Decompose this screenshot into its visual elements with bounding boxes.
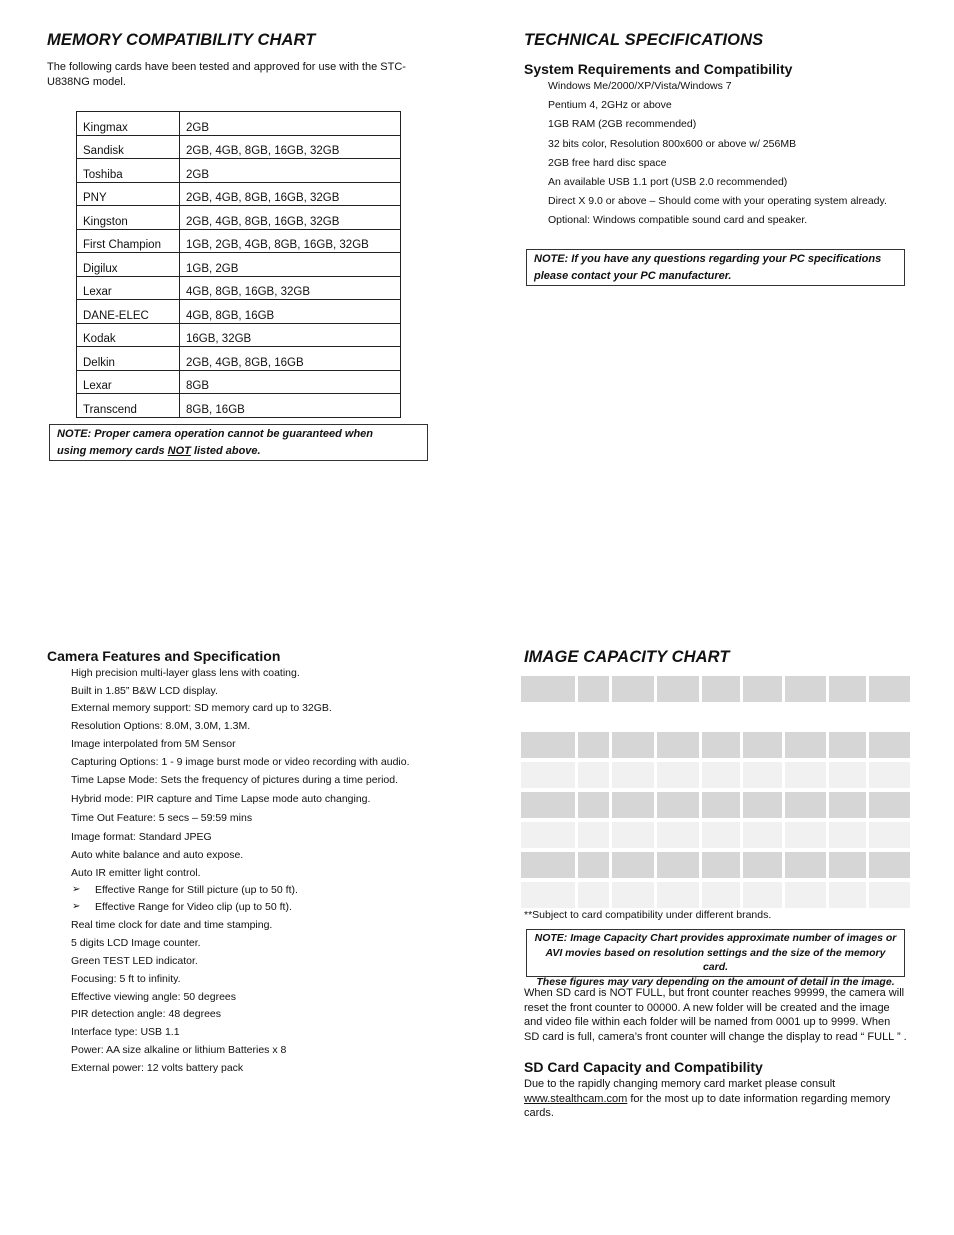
capacity-cell (578, 852, 609, 878)
brand-cell: Kingmax (77, 112, 180, 136)
capacity-cell (657, 852, 699, 878)
capacity-cell (657, 732, 699, 758)
sd-card-heading: SD Card Capacity and Compatibility (524, 1059, 763, 1075)
capacity-cell (578, 792, 609, 818)
list-item: Green TEST LED indicator. (71, 955, 198, 967)
paragraph-text: for the most up to date information regarding memory (627, 1092, 891, 1105)
capacity-cell (657, 882, 699, 908)
sizes-cell: 4GB, 8GB, 16GB, 32GB (180, 276, 401, 300)
list-item: Interface type: USB 1.1 (71, 1026, 180, 1038)
paragraph-line: cards. (524, 1107, 554, 1120)
capacity-cell (578, 882, 609, 908)
memory-intro-line: U838NG model. (47, 75, 126, 88)
capacity-cell (743, 762, 782, 788)
capacity-cell (578, 676, 609, 702)
capacity-cell (612, 732, 654, 758)
paragraph-line (524, 1092, 890, 1107)
arrow-bullet-icon: ➢ (72, 884, 81, 895)
capacity-cell (702, 852, 740, 878)
capacity-cell (785, 852, 826, 878)
capacity-cell (785, 882, 826, 908)
list-item: PIR detection angle: 48 degrees (71, 1008, 222, 1020)
sizes-cell: 4GB, 8GB, 16GB (180, 300, 401, 324)
brand-cell: Kingston (77, 206, 180, 230)
list-item: Effective Range for Still picture (up to 50 ft). (95, 884, 298, 896)
capacity-cell (743, 676, 782, 702)
capacity-cell (612, 822, 654, 848)
capacity-cell (521, 882, 575, 908)
list-item: Image interpolated from 5M Sensor (71, 738, 236, 750)
capacity-cell (702, 732, 740, 758)
list-item: Effective Range for Video clip (up to 50 ft). (95, 901, 292, 913)
capacity-cell (869, 852, 910, 878)
brand-cell: Kodak (77, 323, 180, 347)
list-item: Real time clock for date and time stamping. (71, 919, 273, 931)
list-item: Time Lapse Mode: Sets the frequency of pictures during a time period. (71, 774, 399, 786)
capacity-cell (521, 852, 575, 878)
capacity-cell (612, 762, 654, 788)
capacity-cell (829, 762, 866, 788)
table-row (77, 276, 401, 300)
tech-spec-title: TECHNICAL SPECIFICATIONS (524, 31, 764, 49)
capacity-cell (829, 852, 866, 878)
table-row (77, 347, 401, 371)
tech-note-box (526, 249, 905, 286)
memory-note-line: NOTE: Proper camera operation cannot be guaranteed when (57, 428, 374, 440)
memory-note-text: listed above. (190, 444, 261, 457)
list-item: Auto white balance and auto expose. (71, 849, 244, 861)
list-item: Pentium 4, 2GHz or above (548, 99, 672, 112)
capacity-cell (785, 822, 826, 848)
capacity-cell (869, 676, 910, 702)
list-item: Effective viewing angle: 50 degrees (71, 991, 236, 1003)
capacity-cell (702, 676, 740, 702)
capacity-cell (702, 822, 740, 848)
list-item: Direct X 9.0 or above – Should come with your operating system already. (548, 195, 887, 208)
capacity-cell (657, 822, 699, 848)
capacity-cell (702, 762, 740, 788)
capacity-cell (578, 762, 609, 788)
list-item: Time Out Feature: 5 secs – 59:59 mins (71, 812, 253, 824)
capacity-cell (869, 762, 910, 788)
capacity-cell (612, 852, 654, 878)
capacity-cell (743, 792, 782, 818)
brand-cell: Sandisk (77, 135, 180, 159)
sizes-cell: 16GB, 32GB (180, 323, 401, 347)
capacity-cell (521, 792, 575, 818)
memory-intro-line: The following cards have been tested and approved for use with the STC- (47, 61, 406, 73)
capacity-cell (657, 792, 699, 818)
list-item: 1GB RAM (2GB recommended) (548, 118, 697, 131)
capacity-cell (869, 792, 910, 818)
table-row (77, 370, 401, 394)
list-item: Built in 1.85” B&W LCD display. (71, 685, 218, 697)
capacity-cell (521, 676, 575, 702)
capacity-cell (612, 792, 654, 818)
table-row (77, 253, 401, 277)
list-item: Windows Me/2000/XP/Vista/Windows 7 (548, 80, 732, 92)
table-row (77, 394, 401, 418)
capacity-cell (702, 792, 740, 818)
capacity-cell (743, 732, 782, 758)
list-item: High precision multi-layer glass lens with coating. (71, 667, 300, 679)
table-row (77, 206, 401, 230)
sizes-cell: 8GB (180, 370, 401, 394)
capacity-note-line: These figures may vary depending on the amount of detail in the image. (536, 975, 895, 988)
brand-cell: Digilux (77, 253, 180, 277)
capacity-cell (829, 732, 866, 758)
capacity-cell (869, 822, 910, 848)
list-item: External memory support: SD memory card up to 32GB. (71, 702, 332, 714)
table-row (77, 112, 401, 136)
capacity-cell (785, 676, 826, 702)
capacity-cell (578, 822, 609, 848)
table-row (77, 159, 401, 183)
memory-compatibility-table (76, 111, 401, 418)
table-row (77, 182, 401, 206)
memory-note-line (57, 443, 420, 460)
brand-cell: Transcend (77, 394, 180, 418)
paragraph-line: When SD card is NOT FULL, but front counter reaches 99999, the camera will (524, 987, 905, 999)
capacity-cell (657, 676, 699, 702)
image-capacity-title: IMAGE CAPACITY CHART (524, 648, 730, 666)
capacity-cell (743, 882, 782, 908)
list-item: Optional: Windows compatible sound card and speaker. (548, 214, 808, 227)
capacity-cell (657, 762, 699, 788)
sizes-cell: 2GB, 4GB, 8GB, 16GB, 32GB (180, 206, 401, 230)
brand-cell: Lexar (77, 370, 180, 394)
capacity-cell (785, 732, 826, 758)
paragraph-line: reset the front counter to 00000. A new folder will be created and the image (524, 1001, 890, 1014)
capacity-cell (521, 822, 575, 848)
memory-note-text: using memory cards (57, 444, 168, 457)
sizes-cell: 2GB (180, 159, 401, 183)
capacity-note-line: AVI movies based on resolution settings and the size of the memory card. (545, 946, 886, 973)
list-item: External power: 12 volts battery pack (71, 1062, 244, 1074)
brand-cell: DANE-ELEC (77, 300, 180, 324)
capacity-note-box (526, 929, 905, 988)
capacity-footnote: **Subject to card compatibility under different brands. (524, 909, 772, 921)
capacity-cell (743, 822, 782, 848)
capacity-cell (743, 852, 782, 878)
capacity-cell (829, 792, 866, 818)
brand-cell: PNY (77, 182, 180, 206)
capacity-cell (785, 762, 826, 788)
table-row (77, 229, 401, 253)
sizes-cell: 1GB, 2GB (180, 253, 401, 277)
list-item: Focusing: 5 ft to infinity. (71, 973, 181, 985)
capacity-note-line: NOTE: Image Capacity Chart provides approximate number of images or (534, 932, 897, 944)
capacity-cell (829, 822, 866, 848)
camera-features-heading: Camera Features and Specification (47, 648, 281, 664)
list-item: Resolution Options: 8.0M, 3.0M, 1.3M. (71, 720, 251, 732)
table-row (77, 300, 401, 324)
paragraph-line: Due to the rapidly changing memory card market please consult (524, 1078, 836, 1090)
sd-counter-paragraph (524, 986, 907, 1044)
capacity-cell (578, 732, 609, 758)
capacity-cell (869, 732, 910, 758)
capacity-cell (829, 676, 866, 702)
capacity-cell (612, 882, 654, 908)
capacity-cell (702, 882, 740, 908)
memory-intro (47, 60, 406, 89)
list-item: 2GB free hard disc space (548, 156, 667, 169)
system-requirements-heading: System Requirements and Compatibility (524, 61, 793, 77)
capacity-cell (521, 762, 575, 788)
memory-note-emphasis: NOT (167, 444, 191, 457)
list-item: Auto IR emitter light control. (71, 867, 201, 879)
sizes-cell: 8GB, 16GB (180, 394, 401, 418)
tech-note-line: please contact your PC manufacturer. (534, 269, 732, 282)
list-item: 32 bits color, Resolution 800x600 or above w/ 256MB (548, 137, 797, 150)
paragraph-line: SD card is full, camera’s front counter will change the display to read “ FULL ” . (524, 1030, 907, 1043)
brand-cell: Toshiba (77, 159, 180, 183)
brand-cell: Delkin (77, 347, 180, 371)
list-item: Image format: Standard JPEG (71, 831, 212, 843)
capacity-cell (785, 792, 826, 818)
brand-cell: Lexar (77, 276, 180, 300)
sizes-cell: 2GB (180, 112, 401, 136)
sd-card-paragraph (524, 1077, 890, 1121)
capacity-cell (521, 732, 575, 758)
sizes-cell: 2GB, 4GB, 8GB, 16GB (180, 347, 401, 371)
list-item: 5 digits LCD Image counter. (71, 937, 201, 949)
table-row (77, 323, 401, 347)
memory-chart-title: MEMORY COMPATIBILITY CHART (47, 31, 316, 49)
capacity-cell (829, 882, 866, 908)
memory-note-box (49, 424, 428, 461)
paragraph-line: and video file within each folder will be named from 0001 up to 9999. When (524, 1016, 891, 1029)
tech-note-line: NOTE: If you have any questions regarding your PC specifications (534, 253, 882, 265)
list-item: Power: AA size alkaline or lithium Batteries x 8 (71, 1044, 287, 1056)
brand-cell: First Champion (77, 229, 180, 253)
list-item: Capturing Options: 1 - 9 image burst mode or video recording with audio. (71, 756, 410, 768)
capacity-cell (612, 676, 654, 702)
stealthcam-link[interactable]: www.stealthcam.com (524, 1092, 628, 1105)
sizes-cell: 2GB, 4GB, 8GB, 16GB, 32GB (180, 182, 401, 206)
sizes-cell: 2GB, 4GB, 8GB, 16GB, 32GB (180, 135, 401, 159)
table-row (77, 135, 401, 159)
list-item: An available USB 1.1 port (USB 2.0 recommended) (548, 176, 788, 188)
capacity-cell (869, 882, 910, 908)
arrow-bullet-icon: ➢ (72, 901, 81, 912)
list-item: Hybrid mode: PIR capture and Time Lapse mode auto changing. (71, 793, 371, 805)
sizes-cell: 1GB, 2GB, 4GB, 8GB, 16GB, 32GB (180, 229, 401, 253)
